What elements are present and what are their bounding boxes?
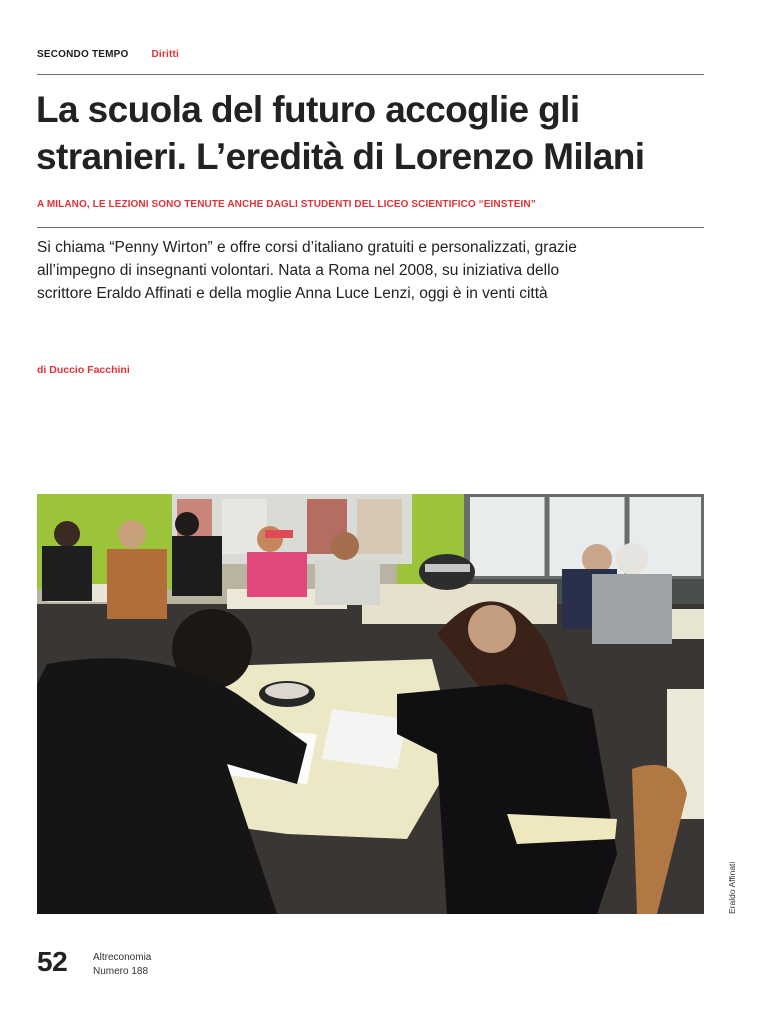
author-byline: di Duccio Facchini — [37, 364, 130, 376]
classroom-photo-illustration — [37, 494, 704, 914]
header-divider — [37, 74, 704, 75]
title-line: La scuola del futuro accoglie gli — [36, 89, 580, 130]
issue-number: Numero 188 — [93, 966, 149, 977]
page-number: 52 — [37, 946, 68, 977]
publication-name: Altreconomia — [93, 952, 152, 963]
title-line: stranieri. L’eredità di Lorenzo Milani — [36, 136, 645, 177]
article-kicker: A MILANO, LE LEZIONI SONO TENUTE ANCHE DAGLI STUDENTI DEL LICEO SCIENTIFICO “EINSTEIN” — [37, 199, 536, 210]
category-label[interactable]: Diritti — [151, 49, 179, 60]
article-lead — [37, 236, 677, 305]
kicker-divider — [37, 227, 704, 228]
lead-line: scrittore Eraldo Affinati e della moglie Anna Luce Lenzi, oggi è in venti città — [37, 285, 548, 302]
article-title — [36, 86, 716, 180]
photo-credit: Eraldo Affinati — [727, 861, 737, 914]
lead-line: all’impegno di insegnanti volontari. Nata a Roma nel 2008, su iniziativa dello — [37, 262, 560, 279]
section-label: SECONDO TEMPO — [37, 49, 129, 60]
publication-info — [93, 951, 151, 979]
section-header — [37, 49, 179, 60]
classroom-photo — [37, 494, 704, 914]
lead-line: Si chiama “Penny Wirton” e offre corsi d’italiano gratuiti e personalizzati, grazie — [37, 239, 577, 256]
